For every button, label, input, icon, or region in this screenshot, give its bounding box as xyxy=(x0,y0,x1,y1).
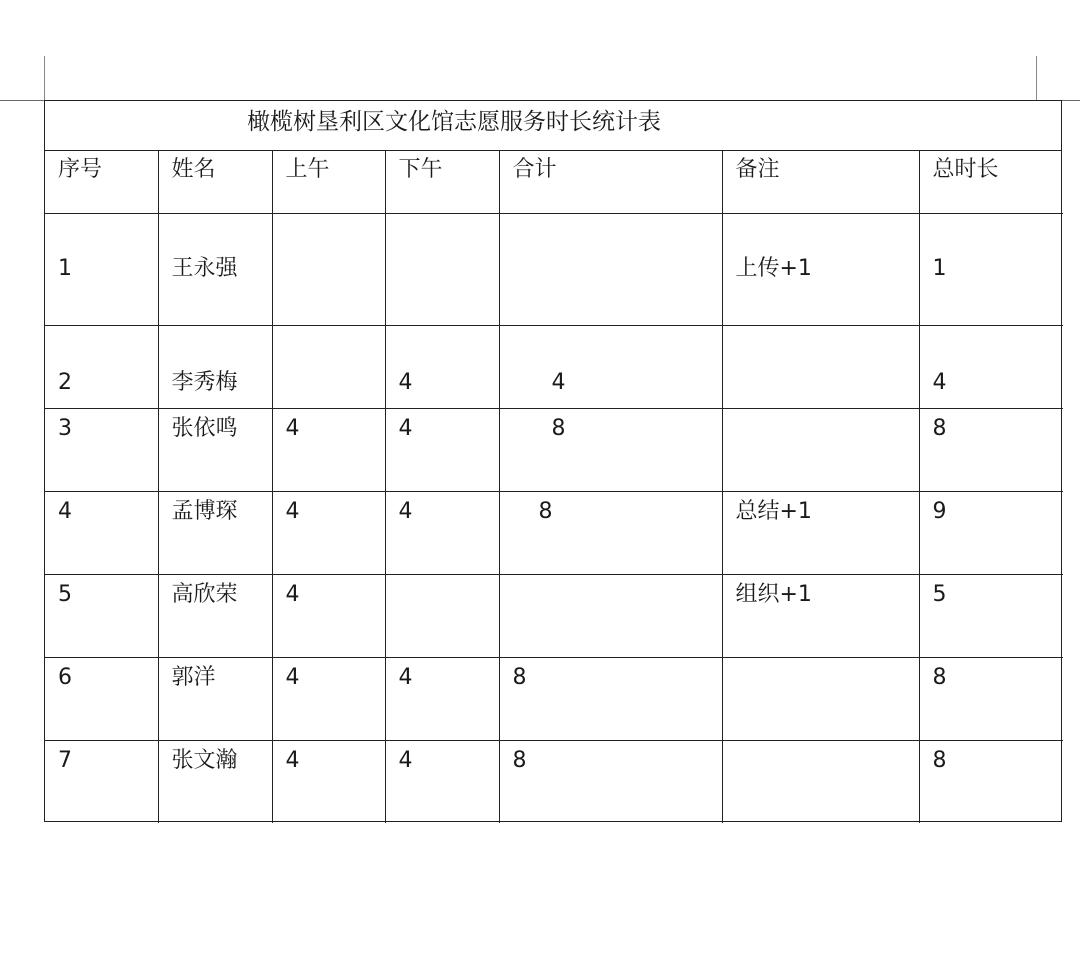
cell-morning: 4 xyxy=(272,657,385,740)
header-cell-afternoon: 下午 xyxy=(385,151,499,213)
header-cell-index: 序号 xyxy=(45,151,158,213)
cell-index: 6 xyxy=(45,657,158,740)
cell-total-hours: 9 xyxy=(919,491,1063,574)
cell-total-hours: 8 xyxy=(919,657,1063,740)
cell-afternoon: 4 xyxy=(385,408,499,491)
cell-morning: 4 xyxy=(272,491,385,574)
data-grid xyxy=(45,151,1063,823)
cell-index: 5 xyxy=(45,574,158,657)
cell-name: 张依鸣 xyxy=(158,408,272,491)
header-cell-remark: 备注 xyxy=(722,151,919,213)
cell-index: 3 xyxy=(45,408,158,491)
cell-name: 郭洋 xyxy=(158,657,272,740)
cell-total-hours: 1 xyxy=(919,213,1063,325)
cell-index: 4 xyxy=(45,491,158,574)
cell-remark: 上传+1 xyxy=(722,213,919,325)
table-title: 橄榄树垦利区文化馆志愿服务时长统计表 xyxy=(247,109,661,135)
cell-afternoon: 4 xyxy=(385,325,499,408)
cell-name: 张文瀚 xyxy=(158,740,272,823)
page-margin-guide-right xyxy=(1036,56,1037,100)
cell-subtotal: 8 xyxy=(499,740,722,823)
table-row xyxy=(45,213,1063,325)
cell-total-hours: 5 xyxy=(919,574,1063,657)
cell-subtotal: 8 xyxy=(499,491,722,574)
cell-subtotal: 4 xyxy=(499,325,722,408)
cell-index: 7 xyxy=(45,740,158,823)
cell-afternoon xyxy=(385,213,499,325)
cell-morning xyxy=(272,325,385,408)
cell-remark xyxy=(722,408,919,491)
cell-afternoon: 4 xyxy=(385,491,499,574)
header-cell-name: 姓名 xyxy=(158,151,272,213)
table-title-row xyxy=(45,101,1061,151)
header-row xyxy=(45,151,1063,213)
cell-afternoon: 4 xyxy=(385,657,499,740)
cell-total-hours: 8 xyxy=(932,747,947,773)
cell-afternoon xyxy=(385,574,499,657)
header-cell-morning: 上午 xyxy=(272,151,385,213)
table-row xyxy=(45,657,1063,740)
table-row xyxy=(45,325,1063,408)
statistics-table xyxy=(44,100,1062,822)
cell-remark: 总结+1 xyxy=(722,491,919,574)
cell-name: 王永强 xyxy=(158,213,272,325)
cell-morning: 4 xyxy=(272,408,385,491)
page-margin-guide-left xyxy=(44,56,45,100)
cell-name: 李秀梅 xyxy=(158,325,272,408)
header-cell-subtotal: 合计 xyxy=(499,151,722,213)
cell-index: 1 xyxy=(45,213,158,325)
cell-morning: 4 xyxy=(272,574,385,657)
cell-total-hours: 8 xyxy=(919,408,1063,491)
cell-afternoon: 4 xyxy=(385,740,499,823)
cell-index: 2 xyxy=(45,325,158,408)
cell-subtotal xyxy=(499,574,722,657)
cell-remark xyxy=(722,657,919,740)
table-row xyxy=(45,408,1063,491)
cell-remark xyxy=(722,325,919,408)
cell-subtotal: 8 xyxy=(499,657,722,740)
header-cell-total-hours: 总时长 xyxy=(919,151,1063,213)
cell-remark xyxy=(722,740,919,823)
table-row xyxy=(45,491,1063,574)
table-row xyxy=(45,574,1063,657)
cell-subtotal: 8 xyxy=(499,408,722,491)
cell-morning: 4 xyxy=(272,740,385,823)
cell-total-hours: 4 xyxy=(919,325,1063,408)
cell-name: 高欣荣 xyxy=(158,574,272,657)
cell-name: 孟博琛 xyxy=(158,491,272,574)
cell-remark: 组织+1 xyxy=(722,574,919,657)
cell-subtotal xyxy=(499,213,722,325)
table-row xyxy=(45,740,1063,823)
cell-morning xyxy=(272,213,385,325)
